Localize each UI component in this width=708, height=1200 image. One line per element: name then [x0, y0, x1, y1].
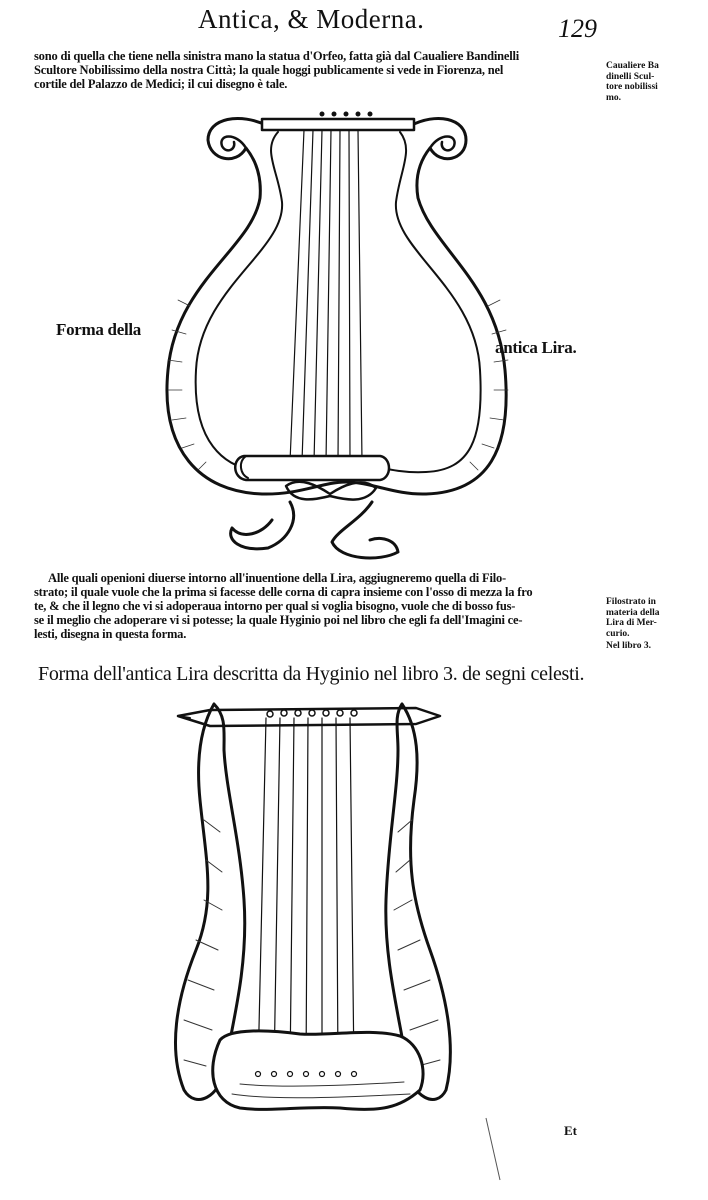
figure-title-hyginius: Forma dell'antica Lira descritta da Hyginio nel libro 3. de segni celesti. — [38, 663, 585, 685]
margin-note-line: materia della — [606, 607, 660, 618]
paragraph-line: Alle quali openioni diuerse intorno all'inuentione della Lira, aggiugneremo quella di Filo- — [48, 571, 507, 585]
margin-note-line: mo. — [606, 92, 622, 103]
paragraph-line: cortile del Palazzo de Medici; il cui disegno è tale. — [34, 77, 288, 91]
margin-note-line: dinelli Scul- — [606, 71, 655, 82]
lyre-right-foot — [332, 502, 398, 558]
ancient-lyre-illustration — [167, 112, 508, 558]
lyre-strings — [290, 130, 362, 462]
hyginius-strings — [258, 718, 354, 1072]
lyre-left-foot — [231, 502, 294, 549]
paragraph-line: se il meglio che adoperare vi si potesse; la quale Hyginio poi nel libro che egli fa dell'Imagini ce- — [34, 613, 523, 627]
hyginius-crossbar — [178, 708, 440, 726]
running-title: Antica, & Moderna. — [198, 4, 425, 34]
margin-note-line: curio. — [606, 628, 630, 639]
lyre-tuning-pegs — [320, 112, 373, 117]
margin-note-line: Caualiere Ba — [606, 61, 659, 71]
page-stray-line — [486, 1118, 500, 1180]
paragraph-filostrato — [34, 571, 602, 641]
paragraph-line: lesti, disegna in questa forma. — [34, 627, 187, 641]
catchword: Et — [564, 1123, 577, 1138]
paragraph-line: Scultore Nobilissimo della nostra Città; la quale hoggi publicamente si vede in Fiorenza, nel — [34, 63, 504, 77]
lyre-left-scroll — [221, 137, 246, 151]
margin-note-line: tore nobilissi — [606, 82, 658, 92]
lyre-crossbar — [262, 119, 414, 130]
page-number: 129 — [558, 14, 597, 43]
paragraph-line: sono di quella che tiene nella sinistra mano la statua d'Orfeo, fatta già dal Caualiere Bandinelli — [34, 49, 520, 63]
margin-note-line: Filostrato in — [606, 597, 656, 607]
figure-caption-left: Forma della — [56, 320, 141, 339]
paragraph-line: strato; il quale vuole che la prima si facesse delle corna di capra insieme con l'osso di mezza la fro — [34, 585, 533, 599]
margin-note-line: Lira di Mer- — [606, 618, 657, 628]
hyginius-lyre-illustration — [175, 704, 450, 1109]
lyre-right-scroll — [430, 137, 455, 151]
paragraph-line: te, & che il legno che vi si adoperaua intorno per qual si voglia bisogno, vuole che di bosso fus- — [34, 599, 516, 613]
lyre-bridge-roll — [235, 456, 389, 480]
figure-caption-right: antica Lira. — [495, 338, 577, 357]
margin-note-filostrato — [606, 597, 702, 652]
margin-note-line: Nel libro 3. — [606, 641, 651, 651]
